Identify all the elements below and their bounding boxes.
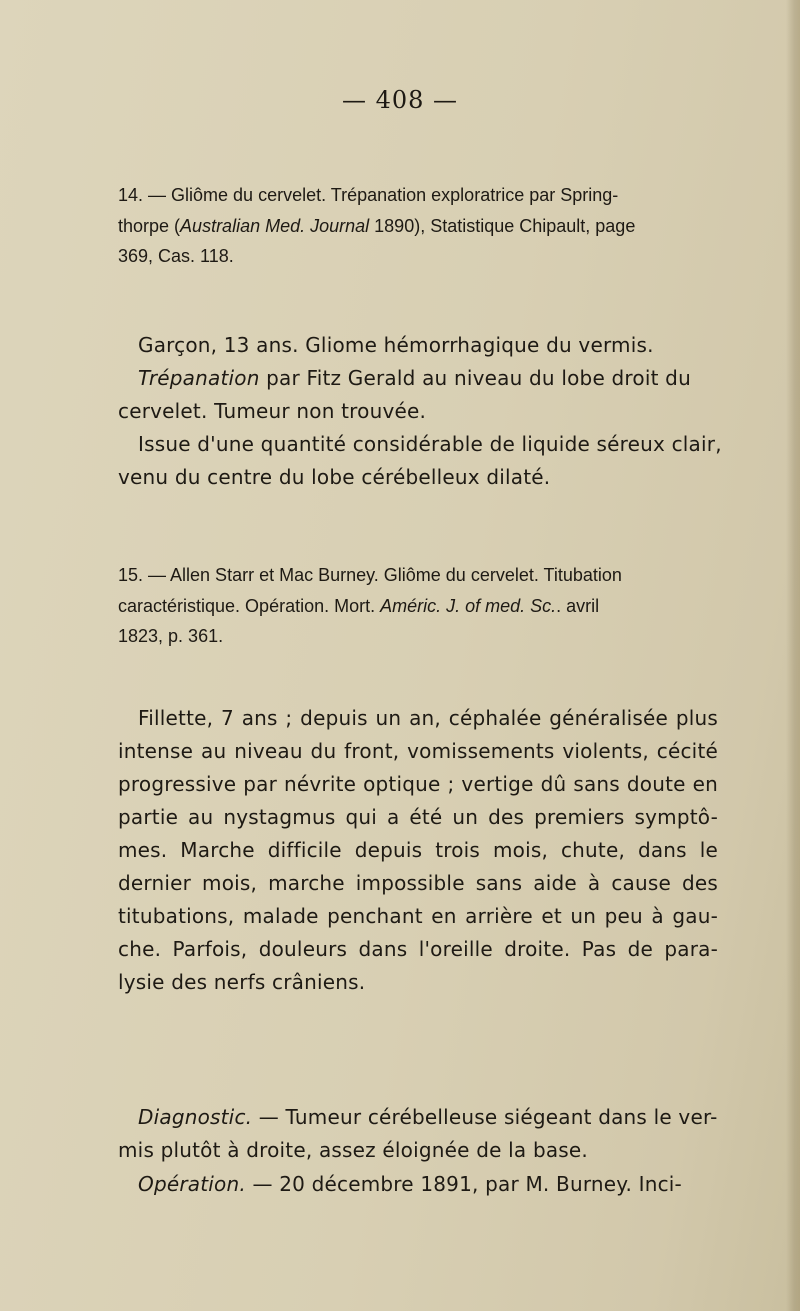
operation-label: Opération.	[138, 1172, 246, 1196]
case-14-line-2: Trépanation par Fitz Gerald au niveau du lobe droit du	[138, 366, 691, 390]
case-15-line-1: Fillette, 7 ans ; depuis un an, céphalée généralisée plus	[138, 706, 718, 730]
entry-14-line-2: thorpe (Australian Med. Journal 1890), Statistique Chipault, page	[118, 215, 636, 236]
bibliographic-entry-14	[118, 180, 718, 272]
case-15-paragraph-1	[118, 702, 718, 999]
diagnostic-line-2: mis plutôt à droite, assez éloignée de la base.	[118, 1138, 588, 1162]
page-edge-shadow	[786, 0, 800, 1311]
entry-14-line-3: 369, Cas. 118.	[118, 246, 234, 266]
case-15-line-2: intense au niveau du front, vomissements violents, cécité	[118, 739, 718, 763]
entry-15-line-1: 15. — Allen Starr et Mac Burney. Gliôme du cervelet. Titubation	[118, 565, 622, 585]
operation-paragraph	[118, 1168, 718, 1201]
diagnostic-line-1: Diagnostic. — Tumeur cérébelleuse siégeant dans le ver-	[138, 1105, 718, 1129]
case-15-line-4: partie au nystagmus qui a été un des premiers symptô-	[118, 805, 718, 829]
case-14-p2-line-2: venu du centre du lobe cérébelleux dilaté.	[118, 465, 551, 489]
journal-title: Australian Med. Journal	[180, 215, 370, 236]
case-14-paragraph-1	[118, 329, 718, 428]
entry-15-line-3: 1823, p. 361.	[118, 626, 224, 646]
case-15-line-8: che. Parfois, douleurs dans l'oreille droite. Pas de para-	[118, 937, 718, 961]
case-14-line-3: cervelet. Tumeur non trouvée.	[118, 399, 427, 423]
page-number: — 408 —	[341, 86, 459, 114]
operation-line-1: Opération. — 20 décembre 1891, par M. Burney. Inci-	[138, 1172, 682, 1196]
case-15-line-5: mes. Marche difficile depuis trois mois, chute, dans le	[118, 838, 718, 862]
entry-14-line-1: 14. — Gliôme du cervelet. Trépanation exploratrice par Spring-	[118, 185, 619, 205]
journal-title: Améric. J. of med. Sc.	[380, 595, 557, 616]
bibliographic-entry-15	[118, 560, 718, 652]
case-15-line-7: titubations, malade penchant en arrière et un peu à gau-	[118, 904, 718, 928]
case-15-line-6: dernier mois, marche impossible sans aide à cause des	[118, 871, 718, 895]
case-15-line-9: lysie des nerfs crâniens.	[118, 970, 366, 994]
case-14-line-1: Garçon, 13 ans. Gliome hémorrhagique du vermis.	[138, 333, 654, 357]
diagnostic-paragraph	[118, 1101, 718, 1167]
entry-15-line-2: caractéristique. Opération. Mort. Améric. J. of med. Sc.. avril	[118, 595, 600, 616]
diagnostic-label: Diagnostic.	[138, 1105, 253, 1129]
case-14-paragraph-2	[118, 428, 722, 494]
case-14-p2-line-1: Issue d'une quantité considérable de liquide séreux clair,	[138, 432, 722, 456]
case-15-line-3: progressive par névrite optique ; vertige dû sans doute en	[118, 772, 718, 796]
